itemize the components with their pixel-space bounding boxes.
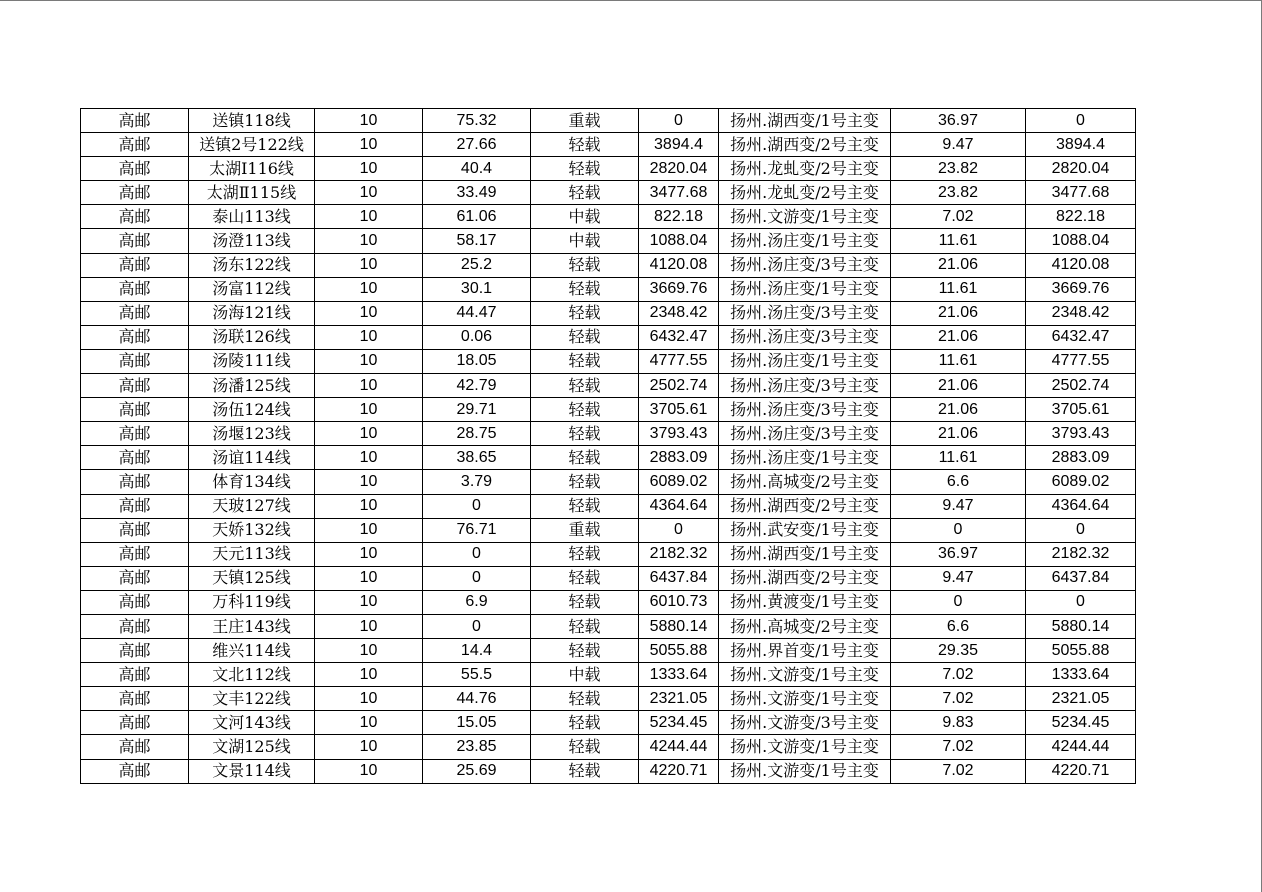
cell-voltage-kv[interactable]: 10: [315, 542, 423, 566]
cell-transformer-rate[interactable]: 6.6: [891, 470, 1026, 494]
cell-substation-transformer[interactable]: 扬州.文游变/1号主变: [719, 663, 891, 687]
table-row: [81, 759, 1136, 783]
cell-substation-transformer[interactable]: 扬州.高城变/2号主变: [719, 470, 891, 494]
cell-line-name[interactable]: 太湖Ⅰ116线: [189, 157, 315, 181]
cell-value-a[interactable]: 6432.47: [639, 325, 719, 349]
cell-load-rate[interactable]: 40.4: [423, 157, 531, 181]
cell-transformer-rate[interactable]: 9.47: [891, 494, 1026, 518]
cell-load-level[interactable]: 轻载: [531, 253, 639, 277]
cell-line-name[interactable]: 文丰122线: [189, 687, 315, 711]
cell-value-b[interactable]: 4777.55: [1026, 349, 1136, 373]
cell-load-level[interactable]: 轻载: [531, 374, 639, 398]
cell-line-name[interactable]: 体育134线: [189, 470, 315, 494]
cell-load-rate[interactable]: 42.79: [423, 374, 531, 398]
cell-load-rate[interactable]: 3.79: [423, 470, 531, 494]
table-row: [81, 374, 1136, 398]
cell-district[interactable]: 高邮: [81, 566, 189, 590]
cell-line-name[interactable]: 万科119线: [189, 590, 315, 614]
cell-line-name[interactable]: 汤东122线: [189, 253, 315, 277]
cell-transformer-rate[interactable]: 36.97: [891, 109, 1026, 133]
cell-load-rate[interactable]: 6.9: [423, 590, 531, 614]
cell-value-b[interactable]: 3894.4: [1026, 133, 1136, 157]
table-row: [81, 590, 1136, 614]
cell-value-a[interactable]: 0: [639, 518, 719, 542]
table-row: [81, 133, 1136, 157]
cell-value-a[interactable]: 4120.08: [639, 253, 719, 277]
cell-load-rate[interactable]: 75.32: [423, 109, 531, 133]
cell-district[interactable]: 高邮: [81, 133, 189, 157]
cell-line-name[interactable]: 文景114线: [189, 759, 315, 783]
cell-transformer-rate[interactable]: 21.06: [891, 422, 1026, 446]
cell-voltage-kv[interactable]: 10: [315, 590, 423, 614]
cell-load-level[interactable]: 重载: [531, 518, 639, 542]
cell-substation-transformer[interactable]: 扬州.文游变/1号主变: [719, 687, 891, 711]
cell-line-name[interactable]: 泰山113线: [189, 205, 315, 229]
cell-transformer-rate[interactable]: 7.02: [891, 205, 1026, 229]
cell-value-b[interactable]: 5880.14: [1026, 614, 1136, 638]
cell-transformer-rate[interactable]: 0: [891, 518, 1026, 542]
cell-voltage-kv[interactable]: 10: [315, 277, 423, 301]
cell-load-level[interactable]: 轻载: [531, 181, 639, 205]
cell-line-name[interactable]: 太湖Ⅱ115线: [189, 181, 315, 205]
cell-substation-transformer[interactable]: 扬州.界首变/1号主变: [719, 639, 891, 663]
cell-value-b[interactable]: 2182.32: [1026, 542, 1136, 566]
cell-transformer-rate[interactable]: 7.02: [891, 759, 1026, 783]
cell-value-a[interactable]: 822.18: [639, 205, 719, 229]
cell-voltage-kv[interactable]: 10: [315, 157, 423, 181]
cell-district[interactable]: 高邮: [81, 109, 189, 133]
cell-transformer-rate[interactable]: 9.47: [891, 566, 1026, 590]
cell-value-b[interactable]: 4364.64: [1026, 494, 1136, 518]
cell-line-name[interactable]: 送镇2号122线: [189, 133, 315, 157]
cell-transformer-rate[interactable]: 9.47: [891, 133, 1026, 157]
cell-value-a[interactable]: 2182.32: [639, 542, 719, 566]
data-table: [80, 108, 1136, 784]
cell-district[interactable]: 高邮: [81, 422, 189, 446]
cell-substation-transformer[interactable]: 扬州.汤庄变/1号主变: [719, 446, 891, 470]
cell-value-b[interactable]: 3705.61: [1026, 398, 1136, 422]
cell-transformer-rate[interactable]: 11.61: [891, 229, 1026, 253]
table-row: [81, 157, 1136, 181]
cell-value-a[interactable]: 0: [639, 109, 719, 133]
cell-line-name[interactable]: 汤堰123线: [189, 422, 315, 446]
cell-voltage-kv[interactable]: 10: [315, 470, 423, 494]
cell-substation-transformer[interactable]: 扬州.湖西变/1号主变: [719, 109, 891, 133]
cell-voltage-kv[interactable]: 10: [315, 663, 423, 687]
table-row: [81, 277, 1136, 301]
cell-voltage-kv[interactable]: 10: [315, 566, 423, 590]
cell-voltage-kv[interactable]: 10: [315, 325, 423, 349]
cell-load-level[interactable]: 轻载: [531, 566, 639, 590]
cell-load-level[interactable]: 轻载: [531, 759, 639, 783]
table-row: [81, 470, 1136, 494]
table-row: [81, 639, 1136, 663]
cell-load-rate[interactable]: 15.05: [423, 711, 531, 735]
table-row: [81, 181, 1136, 205]
cell-line-name[interactable]: 王庄143线: [189, 614, 315, 638]
cell-line-name[interactable]: 天玻127线: [189, 494, 315, 518]
cell-line-name[interactable]: 维兴114线: [189, 639, 315, 663]
cell-value-b[interactable]: 2348.42: [1026, 301, 1136, 325]
cell-value-b[interactable]: 6432.47: [1026, 325, 1136, 349]
cell-district[interactable]: 高邮: [81, 663, 189, 687]
cell-substation-transformer[interactable]: 扬州.黄渡变/1号主变: [719, 590, 891, 614]
cell-voltage-kv[interactable]: 10: [315, 518, 423, 542]
cell-load-rate[interactable]: 25.69: [423, 759, 531, 783]
cell-value-a[interactable]: 2348.42: [639, 301, 719, 325]
cell-substation-transformer[interactable]: 扬州.文游变/1号主变: [719, 759, 891, 783]
cell-value-a[interactable]: 3669.76: [639, 277, 719, 301]
cell-line-name[interactable]: 汤海121线: [189, 301, 315, 325]
cell-voltage-kv[interactable]: 10: [315, 133, 423, 157]
cell-load-rate[interactable]: 28.75: [423, 422, 531, 446]
cell-load-rate[interactable]: 29.71: [423, 398, 531, 422]
cell-substation-transformer[interactable]: 扬州.汤庄变/1号主变: [719, 277, 891, 301]
cell-value-a[interactable]: 3477.68: [639, 181, 719, 205]
cell-value-b[interactable]: 6089.02: [1026, 470, 1136, 494]
cell-load-rate[interactable]: 76.71: [423, 518, 531, 542]
cell-line-name[interactable]: 汤伍124线: [189, 398, 315, 422]
cell-substation-transformer[interactable]: 扬州.武安变/1号主变: [719, 518, 891, 542]
cell-voltage-kv[interactable]: 10: [315, 109, 423, 133]
table-row: [81, 687, 1136, 711]
cell-district[interactable]: 高邮: [81, 494, 189, 518]
cell-transformer-rate[interactable]: 11.61: [891, 446, 1026, 470]
cell-value-b[interactable]: 3793.43: [1026, 422, 1136, 446]
cell-line-name[interactable]: 文河143线: [189, 711, 315, 735]
cell-load-level[interactable]: 轻载: [531, 277, 639, 301]
cell-load-level[interactable]: 轻载: [531, 614, 639, 638]
cell-load-rate[interactable]: 38.65: [423, 446, 531, 470]
cell-load-level[interactable]: 中载: [531, 205, 639, 229]
cell-substation-transformer[interactable]: 扬州.汤庄变/1号主变: [719, 349, 891, 373]
cell-line-name[interactable]: 汤潘125线: [189, 374, 315, 398]
cell-voltage-kv[interactable]: 10: [315, 614, 423, 638]
cell-line-name[interactable]: 天元113线: [189, 542, 315, 566]
table-row: [81, 614, 1136, 638]
cell-transformer-rate[interactable]: 9.83: [891, 711, 1026, 735]
cell-voltage-kv[interactable]: 10: [315, 205, 423, 229]
cell-load-level[interactable]: 轻载: [531, 735, 639, 759]
cell-value-b[interactable]: 4220.71: [1026, 759, 1136, 783]
cell-load-rate[interactable]: 0: [423, 614, 531, 638]
cell-load-level[interactable]: 中载: [531, 663, 639, 687]
cell-district[interactable]: 高邮: [81, 711, 189, 735]
cell-substation-transformer[interactable]: 扬州.汤庄变/1号主变: [719, 229, 891, 253]
cell-load-level[interactable]: 轻载: [531, 133, 639, 157]
cell-district[interactable]: 高邮: [81, 614, 189, 638]
cell-load-level[interactable]: 轻载: [531, 422, 639, 446]
cell-line-name[interactable]: 汤联126线: [189, 325, 315, 349]
cell-district[interactable]: 高邮: [81, 398, 189, 422]
cell-value-a[interactable]: 4244.44: [639, 735, 719, 759]
cell-value-b[interactable]: 2820.04: [1026, 157, 1136, 181]
cell-transformer-rate[interactable]: 29.35: [891, 639, 1026, 663]
cell-substation-transformer[interactable]: 扬州.汤庄变/3号主变: [719, 398, 891, 422]
cell-load-level[interactable]: 轻载: [531, 542, 639, 566]
cell-substation-transformer[interactable]: 扬州.文游变/1号主变: [719, 735, 891, 759]
cell-value-b[interactable]: 6437.84: [1026, 566, 1136, 590]
cell-transformer-rate[interactable]: 7.02: [891, 687, 1026, 711]
cell-transformer-rate[interactable]: 36.97: [891, 542, 1026, 566]
cell-load-rate[interactable]: 18.05: [423, 349, 531, 373]
cell-voltage-kv[interactable]: 10: [315, 181, 423, 205]
cell-line-name[interactable]: 汤澄113线: [189, 229, 315, 253]
cell-district[interactable]: 高邮: [81, 687, 189, 711]
cell-substation-transformer[interactable]: 扬州.龙虬变/2号主变: [719, 181, 891, 205]
cell-voltage-kv[interactable]: 10: [315, 229, 423, 253]
cell-district[interactable]: 高邮: [81, 590, 189, 614]
table-row: [81, 229, 1136, 253]
cell-value-a[interactable]: 3793.43: [639, 422, 719, 446]
cell-line-name[interactable]: 汤富112线: [189, 277, 315, 301]
cell-substation-transformer[interactable]: 扬州.文游变/1号主变: [719, 205, 891, 229]
table-row: [81, 109, 1136, 133]
cell-load-rate[interactable]: 0: [423, 542, 531, 566]
cell-voltage-kv[interactable]: 10: [315, 253, 423, 277]
cell-line-name[interactable]: 汤谊114线: [189, 446, 315, 470]
cell-district[interactable]: 高邮: [81, 229, 189, 253]
cell-district[interactable]: 高邮: [81, 470, 189, 494]
cell-transformer-rate[interactable]: 21.06: [891, 301, 1026, 325]
cell-voltage-kv[interactable]: 10: [315, 374, 423, 398]
cell-district[interactable]: 高邮: [81, 542, 189, 566]
cell-load-rate[interactable]: 27.66: [423, 133, 531, 157]
cell-value-b[interactable]: 0: [1026, 518, 1136, 542]
cell-transformer-rate[interactable]: 7.02: [891, 735, 1026, 759]
cell-value-a[interactable]: 2502.74: [639, 374, 719, 398]
cell-district[interactable]: 高邮: [81, 446, 189, 470]
table-row: [81, 349, 1136, 373]
cell-value-b[interactable]: 0: [1026, 109, 1136, 133]
cell-value-b[interactable]: 822.18: [1026, 205, 1136, 229]
cell-load-rate[interactable]: 55.5: [423, 663, 531, 687]
cell-load-level[interactable]: 轻载: [531, 494, 639, 518]
cell-load-level[interactable]: 轻载: [531, 446, 639, 470]
cell-value-b[interactable]: 4244.44: [1026, 735, 1136, 759]
cell-value-b[interactable]: 2321.05: [1026, 687, 1136, 711]
cell-value-a[interactable]: 2820.04: [639, 157, 719, 181]
cell-district[interactable]: 高邮: [81, 735, 189, 759]
cell-district[interactable]: 高邮: [81, 639, 189, 663]
cell-district[interactable]: 高邮: [81, 181, 189, 205]
cell-value-b[interactable]: 3669.76: [1026, 277, 1136, 301]
cell-transformer-rate[interactable]: 11.61: [891, 277, 1026, 301]
cell-transformer-rate[interactable]: 21.06: [891, 253, 1026, 277]
cell-load-level[interactable]: 轻载: [531, 398, 639, 422]
cell-substation-transformer[interactable]: 扬州.汤庄变/3号主变: [719, 374, 891, 398]
cell-load-level[interactable]: 重载: [531, 109, 639, 133]
cell-voltage-kv[interactable]: 10: [315, 687, 423, 711]
cell-value-a[interactable]: 4220.71: [639, 759, 719, 783]
cell-district[interactable]: 高邮: [81, 157, 189, 181]
cell-district[interactable]: 高邮: [81, 277, 189, 301]
table-row: [81, 542, 1136, 566]
cell-voltage-kv[interactable]: 10: [315, 711, 423, 735]
cell-load-rate[interactable]: 61.06: [423, 205, 531, 229]
cell-load-level[interactable]: 轻载: [531, 157, 639, 181]
cell-value-b[interactable]: 1088.04: [1026, 229, 1136, 253]
cell-value-a[interactable]: 6010.73: [639, 590, 719, 614]
cell-transformer-rate[interactable]: 7.02: [891, 663, 1026, 687]
cell-line-name[interactable]: 送镇118线: [189, 109, 315, 133]
cell-voltage-kv[interactable]: 10: [315, 349, 423, 373]
table-row: [81, 422, 1136, 446]
cell-load-level[interactable]: 轻载: [531, 301, 639, 325]
table-body: [81, 109, 1136, 784]
table-row: [81, 735, 1136, 759]
cell-district[interactable]: 高邮: [81, 518, 189, 542]
cell-transformer-rate[interactable]: 21.06: [891, 325, 1026, 349]
cell-load-level[interactable]: 轻载: [531, 590, 639, 614]
cell-value-a[interactable]: 4777.55: [639, 349, 719, 373]
cell-voltage-kv[interactable]: 10: [315, 398, 423, 422]
table-row: [81, 711, 1136, 735]
cell-load-rate[interactable]: 23.85: [423, 735, 531, 759]
cell-district[interactable]: 高邮: [81, 325, 189, 349]
table-row: [81, 663, 1136, 687]
cell-transformer-rate[interactable]: 21.06: [891, 398, 1026, 422]
cell-load-level[interactable]: 轻载: [531, 470, 639, 494]
cell-load-rate[interactable]: 0.06: [423, 325, 531, 349]
cell-substation-transformer[interactable]: 扬州.湖西变/2号主变: [719, 494, 891, 518]
cell-substation-transformer[interactable]: 扬州.汤庄变/3号主变: [719, 422, 891, 446]
table-row: [81, 398, 1136, 422]
cell-substation-transformer[interactable]: 扬州.高城变/2号主变: [719, 614, 891, 638]
table-row: [81, 325, 1136, 349]
cell-substation-transformer[interactable]: 扬州.汤庄变/3号主变: [719, 325, 891, 349]
cell-substation-transformer[interactable]: 扬州.文游变/3号主变: [719, 711, 891, 735]
table-row: [81, 253, 1136, 277]
cell-load-level[interactable]: 轻载: [531, 687, 639, 711]
cell-transformer-rate[interactable]: 23.82: [891, 157, 1026, 181]
cell-voltage-kv[interactable]: 10: [315, 446, 423, 470]
cell-transformer-rate[interactable]: 11.61: [891, 349, 1026, 373]
cell-line-name[interactable]: 汤陵111线: [189, 349, 315, 373]
cell-value-b[interactable]: 3477.68: [1026, 181, 1136, 205]
cell-line-name[interactable]: 文北112线: [189, 663, 315, 687]
cell-voltage-kv[interactable]: 10: [315, 759, 423, 783]
cell-voltage-kv[interactable]: 10: [315, 494, 423, 518]
cell-value-b[interactable]: 1333.64: [1026, 663, 1136, 687]
cell-district[interactable]: 高邮: [81, 301, 189, 325]
table-row: [81, 494, 1136, 518]
cell-district[interactable]: 高邮: [81, 205, 189, 229]
table-row: [81, 446, 1136, 470]
cell-transformer-rate[interactable]: 6.6: [891, 614, 1026, 638]
cell-value-a[interactable]: 2883.09: [639, 446, 719, 470]
cell-load-rate[interactable]: 30.1: [423, 277, 531, 301]
cell-district[interactable]: 高邮: [81, 349, 189, 373]
cell-substation-transformer[interactable]: 扬州.湖西变/2号主变: [719, 566, 891, 590]
cell-substation-transformer[interactable]: 扬州.汤庄变/3号主变: [719, 253, 891, 277]
cell-substation-transformer[interactable]: 扬州.湖西变/2号主变: [719, 133, 891, 157]
table-row: [81, 566, 1136, 590]
cell-voltage-kv[interactable]: 10: [315, 301, 423, 325]
cell-value-b[interactable]: 2502.74: [1026, 374, 1136, 398]
cell-value-b[interactable]: 5055.88: [1026, 639, 1136, 663]
cell-voltage-kv[interactable]: 10: [315, 422, 423, 446]
cell-transformer-rate[interactable]: 21.06: [891, 374, 1026, 398]
cell-substation-transformer[interactable]: 扬州.湖西变/1号主变: [719, 542, 891, 566]
cell-load-level[interactable]: 轻载: [531, 711, 639, 735]
cell-load-rate[interactable]: 14.4: [423, 639, 531, 663]
cell-substation-transformer[interactable]: 扬州.龙虬变/2号主变: [719, 157, 891, 181]
table-row: [81, 205, 1136, 229]
cell-district[interactable]: 高邮: [81, 374, 189, 398]
cell-value-a[interactable]: 2321.05: [639, 687, 719, 711]
cell-transformer-rate[interactable]: 0: [891, 590, 1026, 614]
table-row: [81, 518, 1136, 542]
cell-value-a[interactable]: 1088.04: [639, 229, 719, 253]
cell-load-rate[interactable]: 25.2: [423, 253, 531, 277]
cell-value-b[interactable]: 4120.08: [1026, 253, 1136, 277]
cell-load-rate[interactable]: 0: [423, 566, 531, 590]
table-row: [81, 301, 1136, 325]
cell-load-level[interactable]: 轻载: [531, 349, 639, 373]
cell-transformer-rate[interactable]: 23.82: [891, 181, 1026, 205]
cell-value-b[interactable]: 2883.09: [1026, 446, 1136, 470]
cell-substation-transformer[interactable]: 扬州.汤庄变/3号主变: [719, 301, 891, 325]
cell-load-level[interactable]: 中载: [531, 229, 639, 253]
cell-line-name[interactable]: 天镇125线: [189, 566, 315, 590]
cell-district[interactable]: 高邮: [81, 759, 189, 783]
cell-voltage-kv[interactable]: 10: [315, 735, 423, 759]
cell-value-a[interactable]: 3705.61: [639, 398, 719, 422]
cell-load-rate[interactable]: 44.47: [423, 301, 531, 325]
cell-line-name[interactable]: 天娇132线: [189, 518, 315, 542]
cell-value-a[interactable]: 5055.88: [639, 639, 719, 663]
cell-voltage-kv[interactable]: 10: [315, 639, 423, 663]
cell-value-a[interactable]: 6437.84: [639, 566, 719, 590]
cell-value-a[interactable]: 3894.4: [639, 133, 719, 157]
cell-load-level[interactable]: 轻载: [531, 325, 639, 349]
cell-value-a[interactable]: 5880.14: [639, 614, 719, 638]
cell-load-rate[interactable]: 33.49: [423, 181, 531, 205]
cell-value-b[interactable]: 5234.45: [1026, 711, 1136, 735]
cell-value-a[interactable]: 4364.64: [639, 494, 719, 518]
cell-line-name[interactable]: 文湖125线: [189, 735, 315, 759]
cell-load-rate[interactable]: 58.17: [423, 229, 531, 253]
cell-value-a[interactable]: 6089.02: [639, 470, 719, 494]
cell-value-a[interactable]: 1333.64: [639, 663, 719, 687]
cell-value-b[interactable]: 0: [1026, 590, 1136, 614]
cell-value-a[interactable]: 5234.45: [639, 711, 719, 735]
cell-load-rate[interactable]: 44.76: [423, 687, 531, 711]
cell-load-rate[interactable]: 0: [423, 494, 531, 518]
cell-district[interactable]: 高邮: [81, 253, 189, 277]
cell-load-level[interactable]: 轻载: [531, 639, 639, 663]
